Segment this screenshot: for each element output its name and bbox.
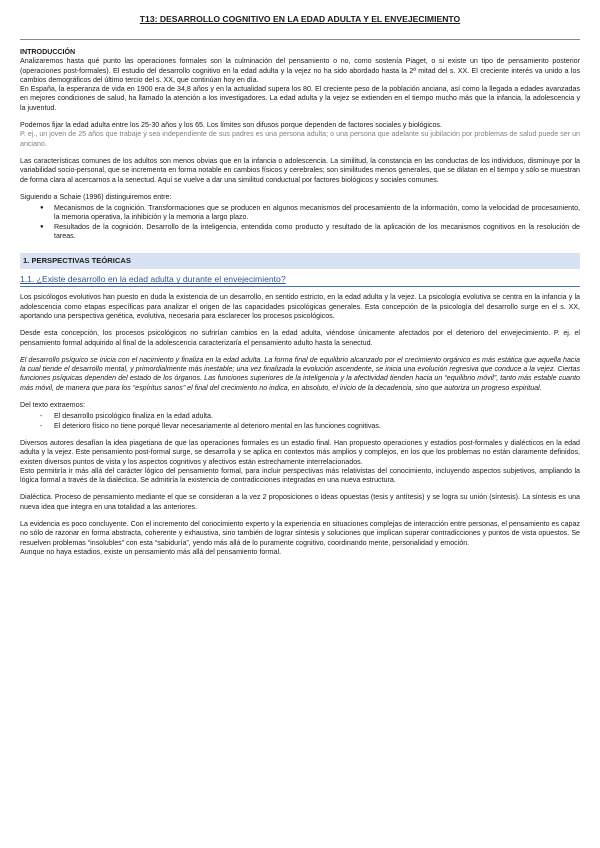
dialectic-definition: Dialéctica. Proceso de pensamiento mediante el que se consideran a la vez 2 proposiciones o ideas opuestas (tesis y antítesis) y se logra su unión (síntesis). La síntesis es una nueva idea que integra en una totalidad a las anteriores. xyxy=(20,493,580,511)
list-item: - El desarrollo psicológico finaliza en la edad adulta. xyxy=(54,412,580,421)
list-item: ● Resultados de la cognición. Desarrollo de la inteligencia, entendida como producto y resultado de la aplicación de los mecanismos cognitivos en la resolución de tareas. xyxy=(54,223,580,242)
extract-heading: Del texto extraemos: xyxy=(20,401,86,410)
adult-age-example: P. ej., un joven de 25 años que trabaje y sea independiente de sus padres es una persona adulta; o una persona que adelante su jubilación por problemas de salud puede ser un anciano. xyxy=(20,130,580,148)
extract-list xyxy=(20,412,580,431)
schaie-intro: Siguiendo a Schaie (1996) distinguiremos entre: xyxy=(20,192,172,201)
section-paragraph-7: Aunque no haya estadios, existe un pensamiento más allá del pensamiento formal. xyxy=(20,547,282,556)
section-paragraph-4: Esto permitiría ir más allá del carácter lógico del pensamiento formal, para incluir perspectivas más relativistas del conocimiento, incluyendo aspectos subjetivos, ampliando la lógica formal a través de la dialéctica. Se admitiría la existencia de contradicciones integradas en una nueva estructura. xyxy=(20,466,580,485)
list-item: - El deterioro físico no tiene porqué llevar necesariamente al deterioro mental en las funciones cognitivas. xyxy=(54,422,580,431)
section-paragraph-6: La evidencia es poco concluyente. Con el incremento del conocimiento experto y la experiencia en situaciones complejas de interacción entre personas, el pensamiento es capaz no sólo de razonar en forma abstracta, coherente y exhaustiva, sino también de lograr síntesis y soluciones que implican superar contradicciones y puntos de vista opuestos. Se resuelven problemas “insolubles” con esta “sabiduría”, yendo más allá de lo puramente cognitivo, coordinando mente, personalidad y emoción. xyxy=(20,519,580,547)
list-item: ● Mecanismos de la cognición. Transformaciones que se producen en algunos mecanismos del procesamiento de la información, como la velocidad de procesamiento, la memoria operativa, la inhibición y la memoria a largo plazo. xyxy=(54,204,580,223)
document-page xyxy=(20,0,580,557)
common-traits-paragraph: Las características comunes de los adultos son menos obvias que en la infancia o adolescencia. La similitud, la constancia en las conductas de los individuos, disminuye por la variabilidad socio-personal, que se incrementa en forma notable en cambios físicos y cerebrales; son similitudes menos generales, que se dilatan en el tiempo y sólo se muestran de forma clara al acercarnos a la senectud. Aquí se vuelve a dar una similitud conductual por factores biológicos y sociales comunes. xyxy=(20,156,580,184)
adult-age-paragraph: Podemos fijar la edad adulta entre los 25-30 años y los 65. Los límites son difusos porque dependen de factores sociales y biológicos. xyxy=(20,121,442,130)
document-title: T13: DESARROLLO COGNITIVO EN LA EDAD ADULTA Y EL ENVEJECIMIENTO xyxy=(139,14,461,24)
piaget-quote: El desarrollo psíquico se inicia con el nacimiento y finaliza en la edad adulta. La forma final de equilibrio alcanzado por el crecimiento orgánico es más estática que aquella hacia la cual tiende el desarrollo mental, y primordialmente más inestable; una vez finalizada la evolución ascendente, se inicia una evolución regresiva que conduce a la vejez. Ciertas funciones psíquicas dependen del estado de los órganos. Las funciones superiores de la inteligencia y la afectividad tienden hacia un “equilibrio móvil”, tanto más estable cuanto más móvil, de manera que para los “espíritus sanos” el final del crecimiento no indica, en absoluto, el inicio de la decadencia, sino que autoriza un progreso espiritual. xyxy=(20,355,580,392)
section-paragraph-2: Desde esta concepción, los procesos psicológicos no sufrirían cambios en la edad adulta, viéndose únicamente afectados por el deterioro del envejecimiento. P. ej. el pensamiento formal adquirido al final de la adolescencia caracterizaría el pensamiento adulto hasta la senectud. xyxy=(20,329,580,347)
intro-paragraph-2: En España, la esperanza de vida en 1900 era de 34,8 años y en la actualidad supera los 80. El creciente peso de la población anciana, así como la llegada a edades avanzadas en mejores condiciones de salud, ha llamado la atención a los investigadores. La edad adulta y la vejez se extienden en el tiempo mucho más que la infancia, la adolescencia y la juventud. xyxy=(20,85,580,112)
section-paragraph-1: Los psicólogos evolutivos han puesto en duda la existencia de un desarrollo, en sentido estricto, en la edad adulta y la vejez. La psicología evolutiva se centra en la infancia y la adolescencia como etapas específicas para analizar el origen de las capacidades psicológicas generales. Esta concepción de la psicología del desarrollo surge en el s. XX, aportando una perspectiva genética, evolutiva, necesaria para esclarecer los procesos psicológicos. xyxy=(20,293,580,320)
section-paragraph-3: Diversos autores desafían la idea piagetiana de que las operaciones formales es un estadio final. Han propuesto operaciones y estadios post-formales y dialécticos en la edad adulta y la vejez. Este pensamiento post-formal surge, se desarrolla y se aplica en contextos más amplios y complejos, en los que los problemas no están claramente definidos, existen diversos puntos de vista y los aspectos cognitivos y afectivos están estrechamente interrelacionados. xyxy=(20,438,580,466)
subsection-heading: 1.1. ¿Existe desarrollo en la edad adulta y durante el envejecimiento? xyxy=(20,274,580,287)
title-divider xyxy=(20,39,580,40)
section-heading: 1. PERSPECTIVAS TEÓRICAS xyxy=(20,253,580,269)
schaie-list xyxy=(20,204,580,241)
intro-paragraph-1: Analizaremos hasta qué punto las operaciones formales son la culminación del pensamiento o no, como sostenía Piaget, o si existe un tipo de pensamiento posterior (operaciones post-formales). El estudio del desarrollo cognitivo en la edad adulta y la vejez no ha sido abordado hasta la 2ª mitad del s. XX. El creciente interés va unido a los cambios demográficos del último tercio del s. XX, que continúan hoy en día. xyxy=(20,57,580,84)
intro-heading: INTRODUCCIÓN xyxy=(20,48,76,56)
